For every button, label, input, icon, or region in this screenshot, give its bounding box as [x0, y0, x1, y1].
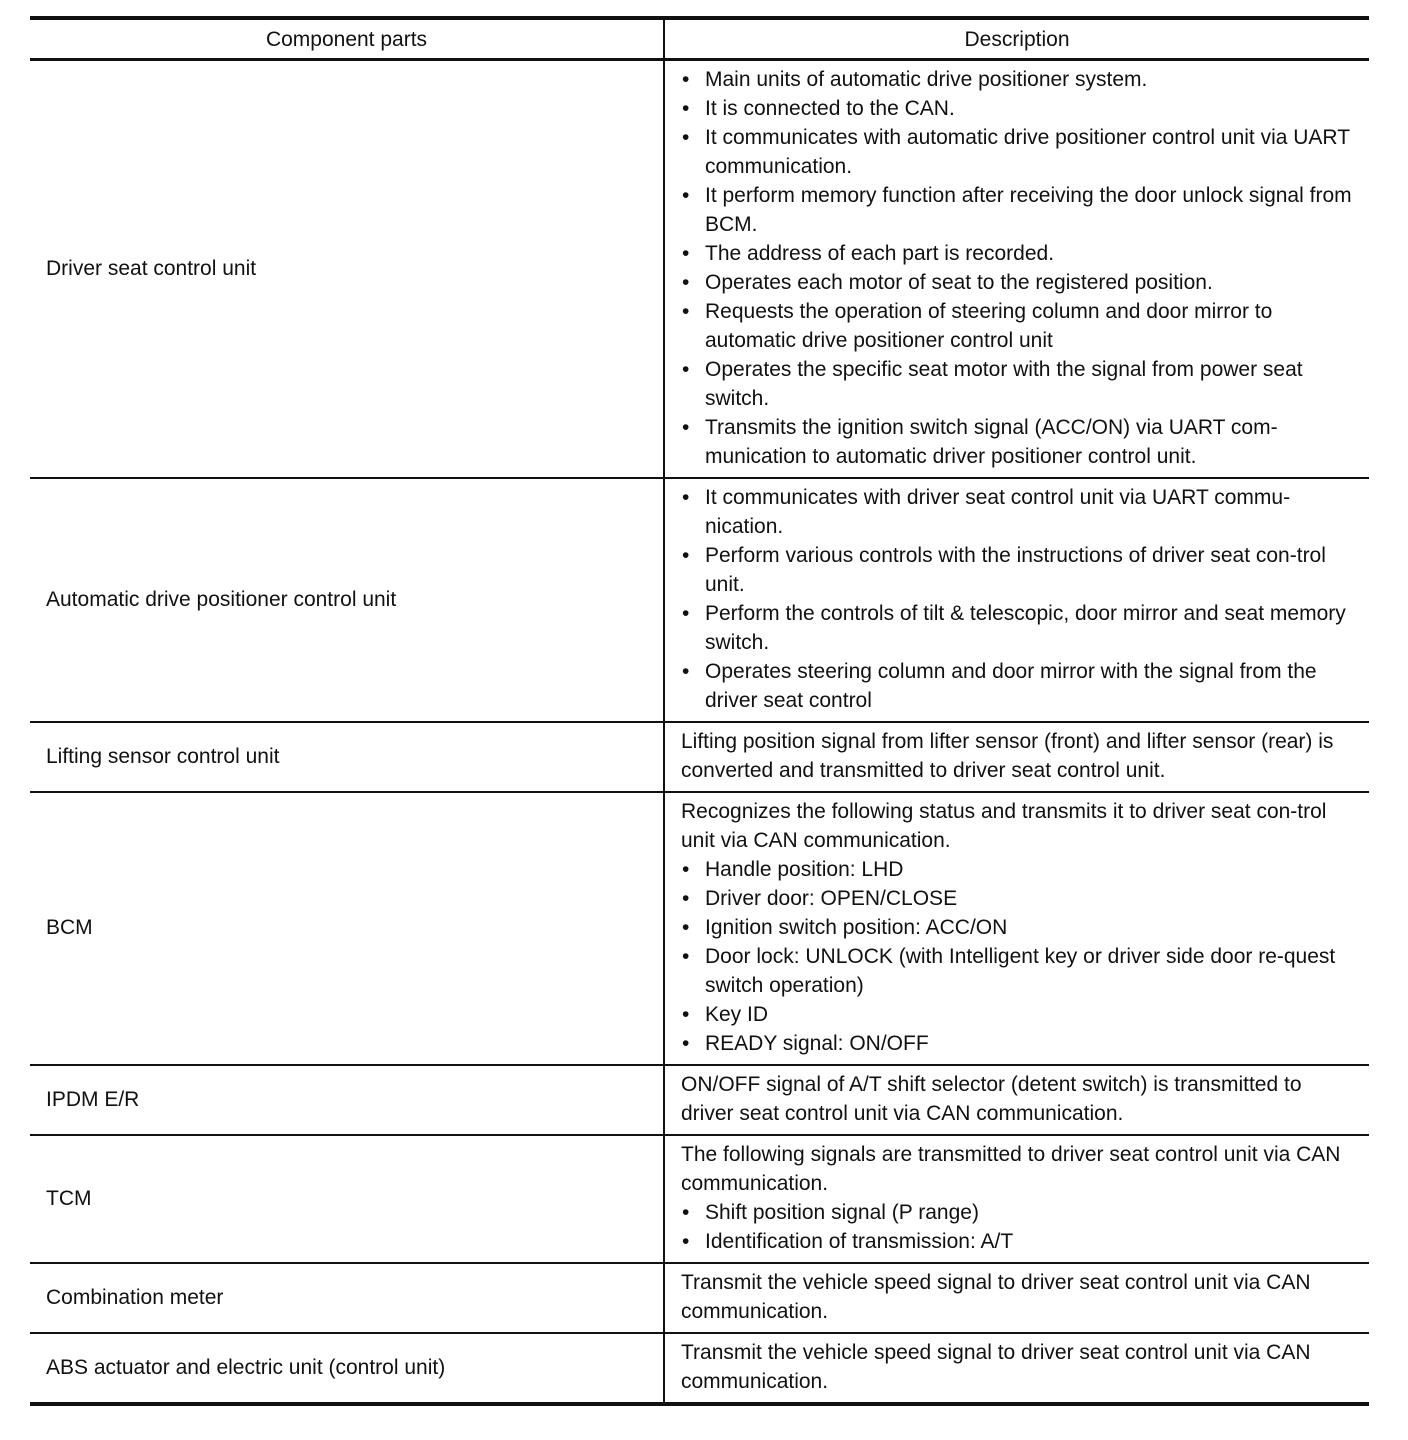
description-bullets: [681, 483, 1359, 715]
description-bullet: • Door lock: UNLOCK (with Intelligent key or driver side door re-quest switch operation): [681, 942, 1359, 1000]
description-bullet: • Handle position: LHD: [681, 855, 1359, 884]
description-bullet: • Operates the specific seat motor with the signal from power seat switch.: [681, 355, 1359, 413]
component-description: [664, 722, 1369, 792]
component-name: Lifting sensor control unit: [46, 744, 280, 768]
description-bullet: • READY signal: ON/OFF: [681, 1029, 1359, 1058]
component-name: Automatic drive positioner control unit: [46, 587, 397, 611]
description-text: Lifting position signal from lifter sensor (front) and lifter sensor (rear) is converted and transmitted to driver seat control unit.: [681, 730, 1334, 782]
table-row: [30, 1263, 1369, 1333]
description-bullet: • Perform various controls with the instructions of driver seat con-trol unit.: [681, 541, 1359, 599]
description-bullet: • Perform the controls of tilt & telescopic, door mirror and seat memory switch.: [681, 599, 1359, 657]
description-text: ON/OFF signal of A/T shift selector (detent switch) is transmitted to driver seat control unit via CAN communication.: [681, 1073, 1302, 1125]
description-text: The following signals are transmitted to driver seat control unit via CAN communication.: [681, 1143, 1341, 1195]
header-row: [30, 18, 1369, 60]
component-name: ABS actuator and electric unit (control unit): [46, 1355, 446, 1379]
component-description: [664, 1263, 1369, 1333]
description-text: Recognizes the following status and transmits it to driver seat con-trol unit via CAN communication.: [681, 800, 1327, 852]
table-row: [30, 722, 1369, 792]
component-name: Combination meter: [46, 1285, 224, 1309]
description-bullet: • Transmits the ignition switch signal (ACC/ON) via UART com-munication to automatic driver positioner control unit.: [681, 413, 1359, 471]
description-bullet: • Operates steering column and door mirror with the signal from the driver seat control: [681, 657, 1359, 715]
description-bullet: • Key ID: [681, 1000, 1359, 1029]
component-description: [664, 1135, 1369, 1263]
table-body: [30, 60, 1369, 1405]
description-text: Transmit the vehicle speed signal to driver seat control unit via CAN communication.: [681, 1341, 1311, 1393]
description-bullet: • Identification of transmission: A/T: [681, 1227, 1359, 1256]
component-description: [664, 478, 1369, 722]
table-row: [30, 60, 1369, 479]
component-description: [664, 1333, 1369, 1404]
component-description: [664, 60, 1369, 479]
description-bullets: [681, 1198, 1359, 1256]
table-header: [30, 18, 1369, 60]
component-description: [664, 792, 1369, 1065]
table-row: [30, 1065, 1369, 1135]
description-bullet: • Driver door: OPEN/CLOSE: [681, 884, 1359, 913]
description-bullet: • Ignition switch position: ACC/ON: [681, 913, 1359, 942]
table-row: [30, 1135, 1369, 1263]
description-bullet: • The address of each part is recorded.: [681, 239, 1359, 268]
description-bullets: [681, 65, 1359, 471]
description-bullet: • Main units of automatic drive positioner system.: [681, 65, 1359, 94]
description-bullet: • Shift position signal (P range): [681, 1198, 1359, 1227]
table-row: [30, 792, 1369, 1065]
description-bullet: • Operates each motor of seat to the registered position.: [681, 268, 1359, 297]
description-bullet: • It is connected to the CAN.: [681, 94, 1359, 123]
component-name: TCM: [46, 1186, 92, 1210]
description-bullet: • It perform memory function after receiving the door unlock signal from BCM.: [681, 181, 1359, 239]
component-description: [664, 1065, 1369, 1135]
table-row: [30, 1333, 1369, 1404]
component-name: BCM: [46, 916, 93, 939]
header-description: Description: [664, 18, 1369, 60]
description-bullets: [681, 855, 1359, 1058]
description-bullet: • Requests the operation of steering column and door mirror to automatic drive positioner control unit: [681, 297, 1359, 355]
header-component-parts: Component parts: [265, 27, 428, 51]
description-bullet: • It communicates with automatic drive positioner control unit via UART communication.: [681, 123, 1359, 181]
description-bullet: • It communicates with driver seat control unit via UART commu-nication.: [681, 483, 1359, 541]
component-parts-table: [30, 16, 1369, 1406]
component-name: Driver seat control unit: [46, 256, 257, 280]
component-name: IPDM E/R: [46, 1087, 140, 1111]
table-row: [30, 478, 1369, 722]
description-text: Transmit the vehicle speed signal to driver seat control unit via CAN communication.: [681, 1271, 1311, 1323]
